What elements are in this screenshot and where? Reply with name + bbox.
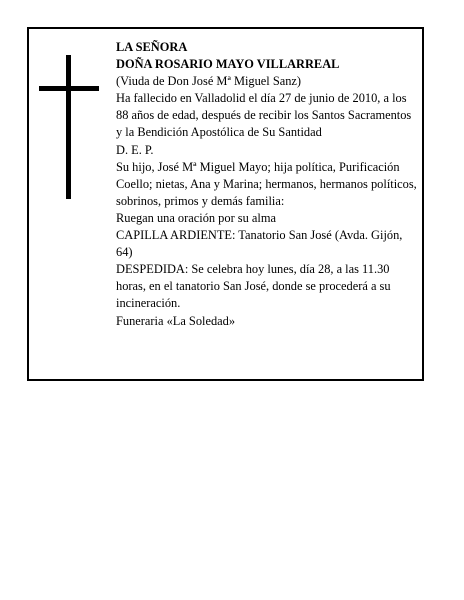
obituary-notice bbox=[27, 27, 424, 381]
wake-location: CAPILLA ARDIENTE: Tanatorio San José (Avda. Gijón, 64) bbox=[116, 228, 403, 260]
funeral-home: Funeraria «La Soledad» bbox=[116, 313, 236, 328]
prayer-request: Ruegan una oración por su alma bbox=[116, 210, 276, 225]
notice-text bbox=[116, 39, 419, 330]
widow-of-line: (Viuda de Don José Mª Miguel Sanz) bbox=[116, 74, 302, 89]
death-announcement: Ha fallecido en Valladolid el día 27 de junio de 2010, a los 88 años de edad, después de recibir los Santos Sacramentos y la Bendición Apostólica de Su Santidad bbox=[116, 91, 412, 140]
cross-vertical-bar bbox=[66, 55, 71, 199]
deceased-name: DOÑA ROSARIO MAYO VILLARREAL bbox=[116, 57, 340, 72]
latin-cross-icon bbox=[39, 55, 99, 199]
cross-horizontal-bar bbox=[39, 86, 99, 91]
heading-line-1: LA SEÑORA bbox=[116, 40, 188, 54]
farewell-details: DESPEDIDA: Se celebra hoy lunes, día 28, a las 11.30 horas, en el tanatorio San José, donde se procederá a su incineración. bbox=[116, 262, 391, 311]
family-list: Su hijo, José Mª Miguel Mayo; hija política, Purificación Coello; nietas, Ana y Marina; hermanos, hermanos políticos, sobrinos, primos y demás familia: bbox=[116, 159, 417, 208]
rest-in-peace: D. E. P. bbox=[116, 142, 154, 157]
